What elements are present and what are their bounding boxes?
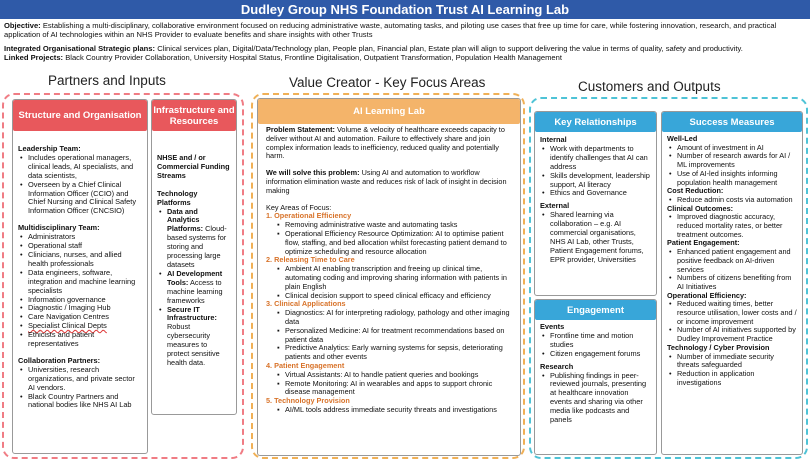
external-list <box>540 211 651 264</box>
infrastructure-body <box>152 131 236 371</box>
area-title: 2. Releasing Time to Care <box>266 255 355 265</box>
area-title: 4. Patient Engagement <box>266 360 345 370</box>
relationships-header: Key Relationships <box>535 112 656 132</box>
objective-label: Objective: <box>4 21 41 30</box>
area-list <box>266 371 512 397</box>
group-list <box>667 300 797 344</box>
engagement-body <box>535 320 656 428</box>
lab-header: AI Learning Lab <box>258 99 520 124</box>
list-item: • Operational staff <box>28 242 142 251</box>
events-heading: Events <box>540 322 565 331</box>
collab-heading: Collaboration Partners: <box>18 355 101 365</box>
section-title-partners: Partners and Inputs <box>48 73 166 88</box>
list-item: • Administrators <box>28 233 142 242</box>
research-list <box>540 372 651 425</box>
area-list <box>266 309 512 362</box>
section-title-value: Value Creator - Key Focus Areas <box>289 75 486 90</box>
list-item: • Clinicians, nurses, and allied health professionals <box>28 251 142 269</box>
list-item <box>167 306 231 368</box>
list-item: • Frontline time and motion studies <box>550 332 651 350</box>
area-title: 5. Technology Provision <box>266 396 350 406</box>
list-item: • Shared learning via collaboration – e.g. AI commercial organisations, NHS AI Lab, other Trusts, Patient Engagement forums, EPR provider, Universities <box>550 211 651 264</box>
areas-heading: Key Areas of Focus: <box>266 202 332 212</box>
structure-body <box>13 131 147 413</box>
list-item: • Black Country Partners and national bodies like NHS AI Lab <box>28 393 142 411</box>
leadership-list <box>18 154 142 216</box>
list-item: • Citizen engagement forums <box>550 350 651 359</box>
research-heading: Research <box>540 361 574 371</box>
list-item: • Ethics and Governance <box>550 189 651 198</box>
group-heading: Well-Led <box>667 134 698 143</box>
projects-text: Black Country Provider Collaboration, University Hospital Status, Frontline Digitalisation, Outpatient Transformation, Population Health Management <box>65 52 562 62</box>
external-heading: External <box>540 201 570 211</box>
platforms-heading: Technology Platforms <box>157 188 198 207</box>
list-item: • Use of AI-led insights informing population health management <box>677 170 797 187</box>
list-item: • Number of AI initiatives supported by Dudley Improvement Practice <box>677 326 797 343</box>
list-item: • Care Navigation Centres <box>28 313 142 322</box>
funding-text: NHSE and / or Commercial Funding Streams <box>157 153 230 180</box>
list-item: ▪ Remote Monitoring: AI in wearables and apps to support chronic disease management <box>285 380 512 398</box>
mdt-list <box>18 233 142 349</box>
platforms-list <box>157 208 231 368</box>
projects-paragraph <box>4 53 806 62</box>
list-item <box>167 270 231 306</box>
item-text: Robust cybersecurity measures to protect sensitive health data. <box>167 322 220 367</box>
group-heading: Cost Reduction: <box>667 186 724 196</box>
list-item: • Enhanced patient engagement and positive feedback on AI-driven services <box>677 248 797 274</box>
group-heading: Clinical Outcomes: <box>667 203 734 213</box>
list-item: ▪ Virtual Assistants: AI to handle patient queries and bookings <box>285 371 512 380</box>
group-heading: Patient Engagement: <box>667 238 740 248</box>
list-item: • Data engineers, software, integration and machine learning specialists <box>28 269 142 296</box>
list-item: • Amount of investment in AI <box>677 144 797 153</box>
area-title: 3. Clinical Applications <box>266 299 346 309</box>
solve-paragraph <box>266 169 512 195</box>
list-item: ▪ Clinical decision support to speed clinical efficacy and efficiency <box>285 292 512 301</box>
list-item: • Numbers of citizens benefiting from AI Initiatives <box>677 274 797 291</box>
banner-title: Dudley Group NHS Foundation Trust AI Learning Lab <box>0 0 810 19</box>
collab-list <box>18 366 142 411</box>
plans-paragraph <box>4 44 806 53</box>
internal-heading: Internal <box>540 135 567 144</box>
item-label: Data and Analytics Platforms: <box>167 206 204 234</box>
leadership-heading: Leadership Team: <box>18 144 81 153</box>
group-heading: Operational Efficiency: <box>667 290 747 300</box>
area-title: 1. Operational Efficiency <box>266 211 352 221</box>
group-list <box>667 144 797 188</box>
list-item: • Specialist Clinical Depts <box>28 322 142 331</box>
list-item: • Number of immediate security threats safeguarded <box>677 353 797 370</box>
list-item: • Overseen by a Chief Clinical Information Officer (CCIO) and Chief Nursing and Clinical Safety Information Officer (CNCSIO) <box>28 181 142 217</box>
group-list <box>667 248 797 292</box>
structure-header: Structure and Organisation <box>13 100 147 131</box>
list-item: • Includes operational managers, clinical leads, AI specialists, and data scientists, <box>28 154 142 181</box>
area-list <box>266 221 512 256</box>
relationships-body <box>535 132 656 268</box>
success-card <box>661 111 803 455</box>
plans-text: Clinical services plan, Digital/Data/Technology plan, People plan, Financial plan, Estate plan will align to support delivering the value in terms of quality, safety and productivity. <box>157 43 743 53</box>
item-label: Secure IT Infrastructure: <box>167 304 217 323</box>
area-list <box>266 406 512 415</box>
problem-label: Problem Statement: <box>266 125 335 134</box>
lab-card <box>257 98 521 456</box>
list-item: ▪ Ambient AI enabling transcription and freeing up clinical time, automating coding and improving sharing information with patients in plain English <box>285 265 512 291</box>
success-body <box>662 132 802 390</box>
list-item: • Skills development, leadership support, AI literacy <box>550 172 651 190</box>
structure-card <box>12 99 148 454</box>
list-item: ▪ AI/ML tools address immediate security threats and investigations <box>285 406 512 415</box>
relationships-card <box>534 111 657 296</box>
list-item: • Ethicists and patient representatives <box>28 331 142 349</box>
list-item: • Work with departments to identify challenges that AI can address <box>550 145 651 172</box>
internal-list <box>540 145 651 198</box>
group-list <box>667 353 797 388</box>
list-item: • Number of research awards for AI / ML improvements <box>677 152 797 169</box>
list-item: ▪ Removing administrative waste and automating tasks <box>285 221 512 230</box>
list-item <box>167 208 231 270</box>
group-heading: Technology / Cyber Provision <box>667 342 770 352</box>
solve-text: Using AI and automation to workflow information elimination waste and reduces risk of lack of insight in decision making <box>266 168 507 195</box>
infrastructure-header: Infrastructure and Resources <box>152 100 236 131</box>
objective-text: Establishing a multi-disciplinary, collaborative environment focused on reducing administrative waste, automating tasks, and piloting use cases that free up time for care, while fostering innovation, research, and practical application of AI technologies within an NHS Provider to evaluate benefits and share insights with other Trusts <box>4 21 777 40</box>
list-item: • Universities, research organizations, and private sector AI vendors. <box>28 366 142 393</box>
events-list <box>540 332 651 359</box>
projects-label: Linked Projects: <box>4 52 64 62</box>
list-item: • Improved diagnostic accuracy, reduced mortality rates, or better treatment outcomes. <box>677 213 797 239</box>
item-text: Access to machine learning frameworks <box>167 277 223 305</box>
list-item: • Publishing findings in peer-reviewed journals, presenting at healthcare innovation events and sharing via other media like podcasts and panels <box>550 372 651 425</box>
engagement-header: Engagement <box>535 300 656 320</box>
plans-label: Integrated Organisational Strategic plans: <box>4 43 156 53</box>
list-item: ▪ Personalized Medicine: AI for treatment recommendations based on patient data <box>285 327 512 345</box>
area-list <box>266 265 512 300</box>
list-item: • Reduced waiting times, better resource utilisation, lower costs and / or income improvement <box>677 300 797 326</box>
mdt-heading: Multidisciplinary Team: <box>18 223 100 233</box>
list-item: ▪ Predictive Analytics: Early warning systems for sepsis, deteriorating patients and other events <box>285 344 512 362</box>
list-item: • Diagnostic / Imaging Hub <box>28 304 142 313</box>
engagement-card <box>534 299 657 455</box>
item-text: Cloud-based systems for storing and processing large datasets <box>167 224 227 269</box>
list-item: • Reduce admin costs via automation <box>677 196 797 205</box>
problem-text: Volume & velocity of healthcare exceeds capacity to deliver without AI and automation. Failure to effectively share and join complex information leads to inefficiency, reduced quality and potentially harm. <box>266 125 505 161</box>
group-list <box>667 213 797 239</box>
list-item: ▪ Operational Efficiency Resource Optimization: AI to optimise patient flow, staffing, and bed allocation whilst forecasting patient demand to optimize scheduling and resource allocation <box>285 230 512 256</box>
list-item: • Reduction in application investigations <box>677 370 797 387</box>
objective-paragraph <box>4 21 806 40</box>
success-header: Success Measures <box>662 112 802 132</box>
list-item: ▪ Diagnostics: AI for interpreting radiology, pathology and other imaging data <box>285 309 512 327</box>
lab-body <box>258 124 520 415</box>
list-item: • Information governance <box>28 296 142 305</box>
intro-block <box>4 21 806 64</box>
section-title-customers: Customers and Outputs <box>578 79 721 94</box>
item-label: AI Development Tools: <box>167 268 223 287</box>
infrastructure-card <box>151 99 237 415</box>
group-list <box>667 196 797 205</box>
problem-paragraph <box>266 126 512 161</box>
solve-label: We will solve this problem: <box>266 168 360 178</box>
